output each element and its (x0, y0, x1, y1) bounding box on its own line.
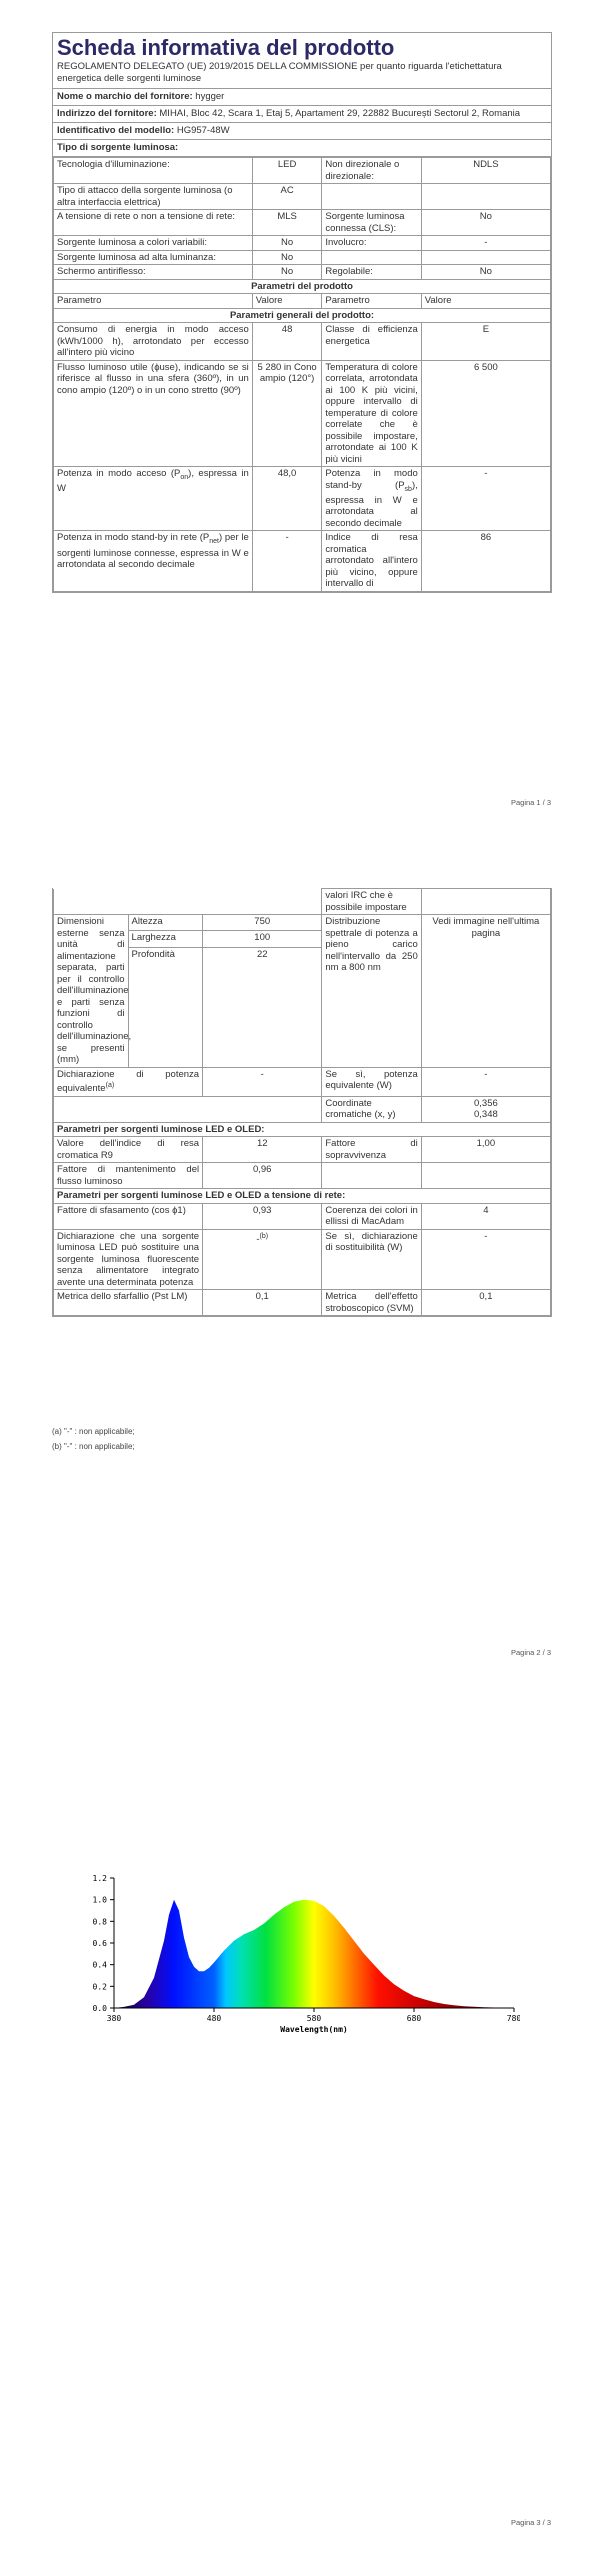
column-header-value: Valore (421, 294, 550, 309)
cct-value: 6 500 (421, 360, 550, 467)
column-header-param: Parametro (54, 294, 253, 309)
flicker-metric-value: 0,1 (203, 1290, 322, 1316)
cri-value: 86 (421, 531, 550, 592)
lumen-maintenance-value: 0,96 (203, 1163, 322, 1189)
depth-value: 22 (203, 947, 322, 1067)
empty-cell (322, 184, 421, 210)
params-table-continued (53, 888, 551, 1316)
fluorescent-replacement-label: Dichiarazione che una sorgente luminosa LED può sostituire una sorgente luminosa fluorescente senza alimentatore integrato avente una determinata potenza (54, 1229, 203, 1290)
cri-label-continued: valori IRC che è possibile impostare (322, 889, 421, 915)
x-tick-label: 680 (406, 2014, 422, 2023)
efficiency-class-label: Classe di efficienza energetica (322, 323, 421, 361)
networked-standby-text-end: ) per le sorgenti luminose connesse, espressa in W e arrotondata al secondo decimale (57, 532, 249, 571)
dimmable-label: Regolabile: (322, 265, 421, 280)
depth-label: Profondità (128, 947, 203, 1067)
networked-standby-text: Potenza in modo stand-by in rete (P (57, 532, 210, 544)
anti-glare-label: Schermo antiriflesso: (54, 265, 253, 280)
address-value: MIHAI, Bloc 42, Scara 1, Etaj 5, Apartament 29, 22882 București Sectorul 2, Romania (159, 108, 521, 119)
high-luminance-value: No (252, 250, 322, 265)
table-row (54, 265, 551, 280)
tech-value: LED (252, 158, 322, 184)
table-row (54, 1290, 551, 1316)
page-2 (0, 870, 603, 1700)
replacement-claim-label: Se sì, dichiarazione di sostituibilità (W) (322, 1229, 421, 1290)
directional-label: Non direzionale o direzionale: (322, 158, 421, 184)
footnote-b-marker: (b) (259, 1232, 269, 1240)
r9-label: Valore dell'indice di resa cromatica R9 (54, 1137, 203, 1163)
directional-value: NDLS (421, 158, 550, 184)
footnote-a: (a) "-" : non applicabile; (52, 1427, 135, 1436)
supplier-value: hygger (195, 91, 225, 102)
empty-cell (322, 250, 421, 265)
table-row (54, 1122, 551, 1137)
mains-label: A tensione di rete o non a tensione di rete: (54, 210, 253, 236)
page-number: Pagina 1 / 3 (510, 798, 551, 807)
empty-cell (54, 1096, 322, 1122)
equivalent-power-value: - (421, 1067, 550, 1096)
page-3 (0, 1700, 603, 2560)
cls-value: No (421, 210, 550, 236)
table-row (54, 184, 551, 210)
led-oled-header: Parametri per sorgenti luminose LED e OLED: (54, 1122, 551, 1137)
empty-cell (421, 889, 550, 915)
table-row (54, 294, 551, 309)
color-tunable-value: No (252, 236, 322, 251)
height-value: 750 (203, 915, 322, 931)
model-value: HG957-48W (176, 125, 230, 136)
fluorescent-replacement-value (203, 1229, 322, 1290)
table-row (54, 915, 551, 931)
power-declaration-text: Dichiarazione di potenza equivalente (57, 1068, 200, 1095)
y-tick-label: 0.4 (92, 1960, 107, 1970)
empty-cell (421, 250, 550, 265)
chromaticity-y: 0,348 (473, 1109, 498, 1121)
chromaticity-x: 0,356 (473, 1097, 498, 1109)
standby-power-label (322, 467, 421, 531)
luminous-flux-value: 5 280 in Cono ampio (120°) (252, 360, 322, 467)
cap-type-label: Tipo di attacco della sorgente luminosa (o altra interfaccia elettrica) (54, 184, 253, 210)
table-row (54, 531, 551, 592)
macadam-label: Coerenza dei colori in ellissi di MacAdam (322, 1203, 421, 1229)
on-mode-power-value: 48,0 (252, 467, 322, 531)
high-luminance-label: Sorgente luminosa ad alta luminanza: (54, 250, 253, 265)
spectral-chart (60, 1870, 520, 2045)
power-declaration-label (54, 1067, 203, 1096)
y-tick-label: 0.2 (92, 1982, 107, 1992)
empty-cell (322, 1163, 421, 1189)
chromaticity-label: Coordinate cromatiche (x, y) (322, 1096, 421, 1122)
y-tick-label: 0.8 (92, 1917, 107, 1927)
cct-label: Temperatura di colore correlata, arrotondata ai 100 K più vicini, oppure intervallo di temperature di colore correlate che è possibile impostare, arrotondate ai 100 K più vicini (322, 360, 421, 467)
table-row (54, 360, 551, 467)
spectral-distribution-label: Distribuzione spettrale di potenza a pieno carico nell'intervallo da 250 nm a 800 nm (322, 915, 421, 1068)
cap-type-value: AC (252, 184, 322, 210)
chromaticity-values (421, 1096, 550, 1122)
dimmable-value: No (421, 265, 550, 280)
table-row (54, 210, 551, 236)
table-row (54, 250, 551, 265)
width-value: 100 (203, 931, 322, 947)
survival-factor-value: 1,00 (421, 1137, 550, 1163)
energy-consumption-label: Consumo di energia in modo acceso (kWh/1000 h), arrotondato per eccesso all'intero più vicino (54, 323, 253, 361)
x-tick-label: 780 (506, 2014, 520, 2023)
regulation-text: REGOLAMENTO DELEGATO (UE) 2019/2015 DELLA COMMISSIONE per quanto riguarda l'etichettatura energetica delle sorgenti luminose (53, 61, 551, 89)
replacement-claim-value: - (421, 1229, 550, 1290)
mains-value: MLS (252, 210, 322, 236)
table-row (54, 236, 551, 251)
empty-cell (421, 184, 550, 210)
width-label: Larghezza (128, 931, 203, 947)
table-row (54, 1189, 551, 1204)
table-row (54, 1096, 551, 1122)
cri-label: Indice di resa cromatica arrotondato all'intero più vicino, oppure intervallo di (322, 531, 421, 592)
macadam-value: 4 (421, 1203, 550, 1229)
address-label: Indirizzo del fornitore: (57, 108, 157, 119)
empty-cell (54, 889, 322, 915)
spectrum-area (114, 1900, 514, 2008)
height-label: Altezza (128, 915, 203, 931)
supplier-row (53, 89, 551, 106)
x-tick-label: 380 (106, 2014, 122, 2023)
footnote-b: (b) "-" : non applicabile; (52, 1442, 135, 1451)
x-tick-label: 480 (206, 2014, 222, 2023)
flicker-metric-label: Metrica dello sfarfallio (Pst LM) (54, 1290, 203, 1316)
dimensions-label: Dimensioni esterne senza unità di alimentazione separata, parti per il controllo dell'illuminazione e parti senza funzioni di controllo dell'illuminazione, se presenti (mm) (54, 915, 129, 1068)
equivalent-power-label: Se sì, potenza equivalente (W) (322, 1067, 421, 1096)
table-row (54, 889, 551, 915)
standby-power-sub: sb (404, 485, 412, 493)
displacement-factor-label: Fattore di sfasamento (cos ϕ1) (54, 1203, 203, 1229)
r9-value: 12 (203, 1137, 322, 1163)
y-tick-label: 1.0 (92, 1895, 107, 1905)
displacement-factor-value: 0,93 (203, 1203, 322, 1229)
standby-power-value: - (421, 467, 550, 531)
on-mode-power-label (54, 467, 253, 531)
footnote-a-marker: (a) (105, 1082, 115, 1089)
on-mode-power-text: Potenza in modo acceso (P (57, 468, 181, 479)
table-row (54, 1163, 551, 1189)
general-params-header: Parametri generali del prodotto: (54, 308, 551, 323)
envelope-label: Involucro: (322, 236, 421, 251)
spectral-chart-svg (60, 1870, 520, 2040)
page-1 (0, 0, 603, 830)
on-mode-power-text-end: ), espressa in W (57, 468, 249, 495)
address-row (53, 106, 551, 123)
empty-cell (421, 1163, 550, 1189)
supplier-label: Nome o marchio del fornitore: (57, 91, 193, 102)
x-axis-label: Wavelength(nm) (280, 2025, 348, 2034)
envelope-value: - (421, 236, 550, 251)
energy-consumption-value: 48 (252, 323, 322, 361)
table-row (54, 158, 551, 184)
table-row (54, 308, 551, 323)
model-label: Identificativo del modello: (57, 125, 175, 136)
anti-glare-value: No (252, 265, 322, 280)
spectral-distribution-value: Vedi immagine nell'ultima pagina (421, 915, 550, 1068)
lumen-maintenance-label: Fattore di mantenimento del flusso luminoso (54, 1163, 203, 1189)
table-row (54, 1137, 551, 1163)
survival-factor-label: Fattore di sopravvivenza (322, 1137, 421, 1163)
page-number: Pagina 2 / 3 (510, 1648, 551, 1657)
y-tick-label: 1.2 (92, 1874, 107, 1883)
stroboscopic-metric-value: 0,1 (421, 1290, 550, 1316)
table-row (54, 323, 551, 361)
model-row (53, 123, 551, 140)
networked-standby-value: - (252, 531, 322, 592)
networked-standby-label (54, 531, 253, 592)
table-row (54, 1203, 551, 1229)
product-sheet-frame-continued (52, 888, 552, 1317)
power-declaration-value: - (203, 1067, 322, 1096)
page-title: Scheda informativa del prodotto (57, 35, 395, 60)
led-mains-header: Parametri per sorgenti luminose LED e OLED a tensione di rete: (54, 1189, 551, 1204)
tech-label: Tecnologia d'illuminazione: (54, 158, 253, 184)
efficiency-class-value: E (421, 323, 550, 361)
y-tick-label: 0.0 (92, 2004, 107, 2013)
column-header-value: Valore (252, 294, 322, 309)
on-mode-power-sub: on (180, 473, 189, 481)
networked-standby-sub: net (209, 538, 219, 546)
table-row (54, 1229, 551, 1290)
product-params-header: Parametri del prodotto (54, 279, 551, 294)
fluorescent-replacement-text: - (256, 1233, 260, 1245)
standby-power-text: Potenza in modo stand-by (P (325, 468, 418, 491)
color-tunable-label: Sorgente luminosa a colori variabili: (54, 236, 253, 251)
chart-plot-area (93, 1874, 520, 2034)
standby-power-text-end: ), espressa in W e arrotondata al secondo decimale (325, 479, 418, 529)
table-row (54, 1067, 551, 1096)
cls-label: Sorgente luminosa connessa (CLS): (322, 210, 421, 236)
luminous-flux-label: Flusso luminoso utile (ϕuse), indicando se si riferisce al flusso in una sfera (360º), in un cono ampio (120º) o in un cono stretto (90º) (54, 360, 253, 467)
product-sheet-frame (52, 32, 552, 593)
table-row (54, 279, 551, 294)
stroboscopic-metric-label: Metrica dell'effetto stroboscopico (SVM) (322, 1290, 421, 1316)
table-row (54, 467, 551, 531)
y-tick-label: 0.6 (92, 1939, 107, 1948)
page-number: Pagina 3 / 3 (510, 2518, 551, 2527)
x-tick-label: 580 (306, 2014, 322, 2023)
source-type-row: Tipo di sorgente luminosa: (53, 140, 551, 157)
column-header-param: Parametro (322, 294, 421, 309)
source-type-table (53, 157, 551, 592)
